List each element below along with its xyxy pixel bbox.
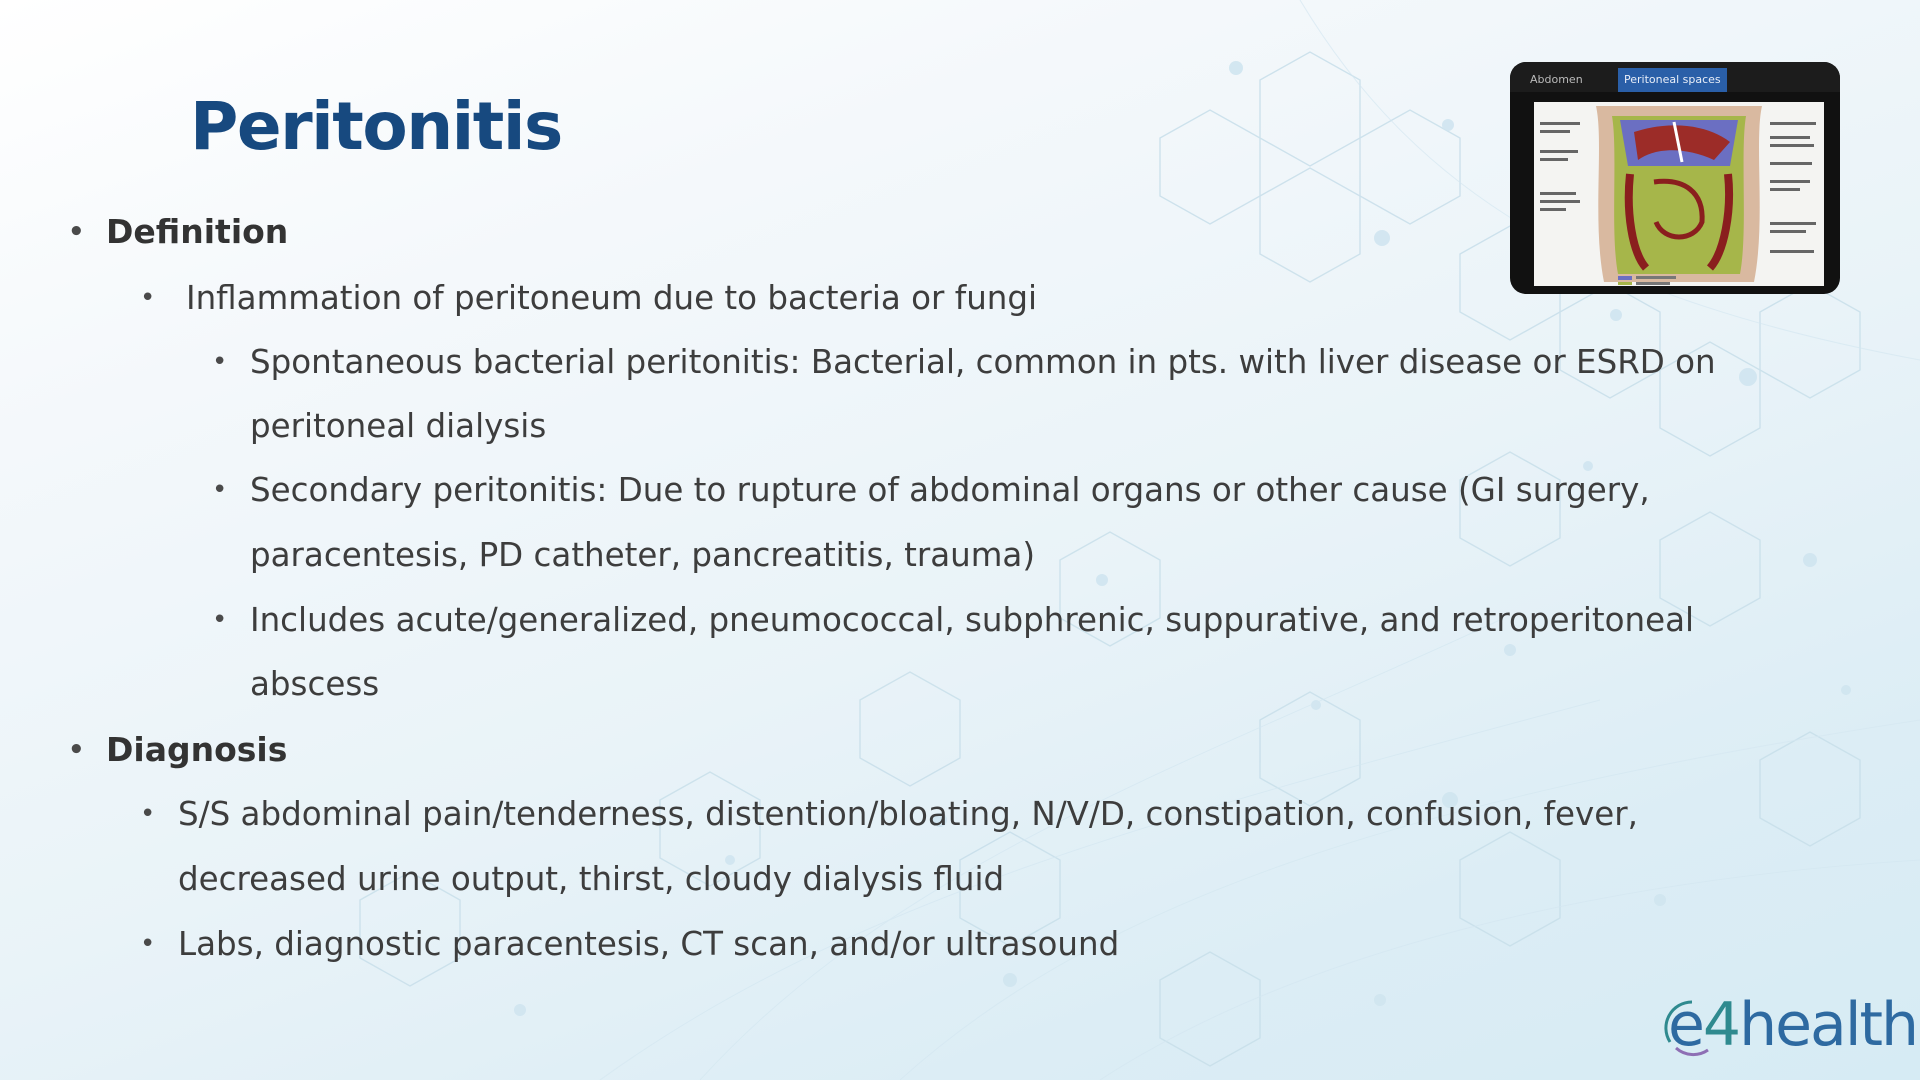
list-item-continuation — [178, 847, 1004, 911]
list-item — [212, 330, 1716, 394]
outline-text: S/S abdominal pain/tenderness, distention/bloating, N/V/D, constipation, confusion, fever, — [178, 795, 1638, 833]
bullet: • — [212, 475, 228, 505]
e4health-logo — [1668, 990, 1918, 1060]
abdomen-diagram-icon — [1534, 102, 1824, 286]
outline-text: peritoneal dialysis — [250, 407, 547, 445]
list-item — [68, 200, 289, 264]
list-item — [140, 266, 1038, 330]
bullet: • — [68, 735, 85, 765]
thumbnail-tab-bar — [1510, 62, 1840, 92]
bullet: • — [140, 929, 156, 959]
list-item — [68, 718, 288, 782]
thumbnail-tab-abdomen: Abdomen — [1530, 73, 1583, 86]
bullet: • — [140, 283, 156, 313]
outline-text: Labs, diagnostic paracentesis, CT scan, and/or ultrasound — [178, 925, 1120, 963]
outline-text: abscess — [250, 665, 380, 703]
bullet: • — [212, 605, 228, 635]
outline-text: Spontaneous bacterial peritonitis: Bacterial, common in pts. with liver disease or ESRD on — [250, 343, 1716, 381]
thumbnail-tab-peritoneal-spaces: Peritoneal spaces — [1618, 68, 1727, 92]
list-item — [140, 912, 1120, 976]
outline-text: decreased urine output, thirst, cloudy dialysis fluid — [178, 860, 1005, 898]
outline-text: Includes acute/generalized, pneumococcal, subphrenic, suppurative, and retroperitoneal — [250, 601, 1695, 639]
logo-wordmark: e4health — [1668, 990, 1918, 1060]
bullet: • — [212, 347, 228, 377]
outline-text: Secondary peritonitis: Due to rupture of abdominal organs or other cause (GI surgery, — [250, 471, 1650, 509]
list-item — [212, 458, 1650, 522]
list-item-continuation — [250, 394, 546, 458]
list-item-continuation — [250, 523, 1035, 587]
list-item — [140, 782, 1638, 846]
list-item — [212, 588, 1695, 652]
list-item-continuation — [250, 652, 379, 716]
bullet: • — [68, 217, 85, 247]
outline-heading-definition: Definition — [106, 212, 289, 251]
abdomen-illustration — [1534, 102, 1824, 286]
bullet: • — [140, 799, 156, 829]
outline-text: Inflammation of peritoneum due to bacteria or fungi — [186, 279, 1038, 317]
outline-text: paracentesis, PD catheter, pancreatitis, trauma) — [250, 536, 1035, 574]
slide-title: Peritonitis — [190, 88, 562, 165]
peritoneal-spaces-thumbnail — [1510, 62, 1840, 294]
outline-heading-diagnosis: Diagnosis — [106, 730, 288, 769]
